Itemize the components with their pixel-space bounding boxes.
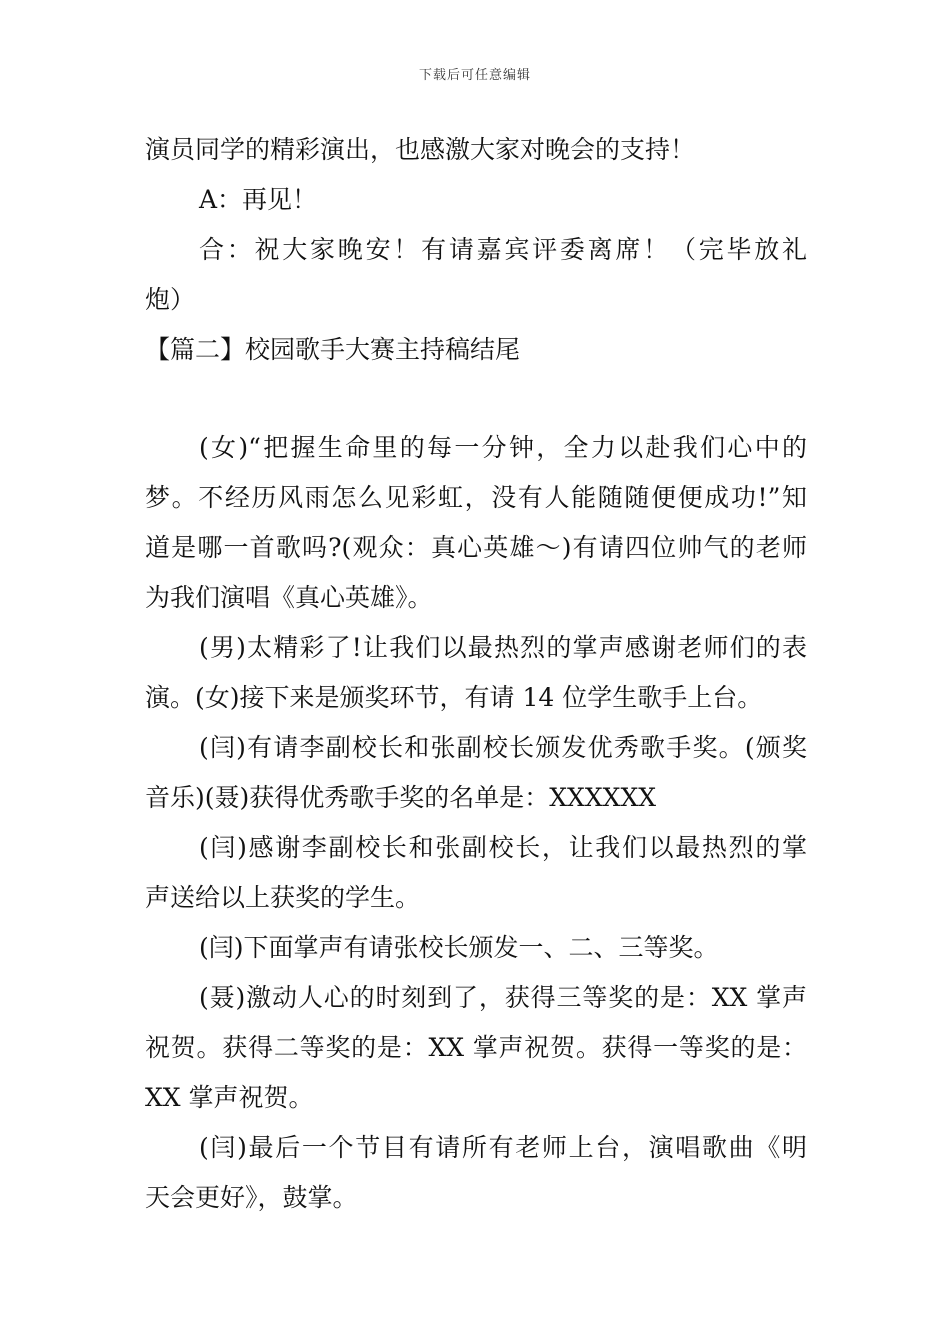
paragraph-line: (女)“把握生命里的每一分钟，全力以赴我们心中的 [199,433,807,462]
paragraph-line: 天会更好》，鼓掌。 [145,1183,358,1212]
paragraph-line: (闫)下面掌声有请张校长颁发一、二、三等奖。 [199,933,719,962]
paragraph-line: 道是哪一首歌吗?(观众：真心英雄～)有请四位帅气的老师 [145,533,807,562]
paragraph-line: 为我们演唱《真心英雄》。 [145,583,433,612]
paragraph-line: 音乐)(聂)获得优秀歌手奖的名单是：XXXXXX [145,783,657,812]
paragraph-line: 合：祝大家晚安！有请嘉宾评委离席！（完毕放礼 [199,235,807,264]
paragraph-line: (闫)有请李副校长和张副校长颁发优秀歌手奖。(颁奖 [199,733,807,762]
paragraph-line: 声送给以上获奖的学生。 [145,883,421,912]
paragraph-line: 祝贺。获得二等奖的是：XX 掌声祝贺。获得一等奖的是： [145,1033,807,1062]
paragraph-line: (闫)感谢李副校长和张副校长，让我们以最热烈的掌 [199,833,807,862]
paragraph-line: XX 掌声祝贺。 [145,1083,314,1112]
blank-line [145,378,807,426]
paragraph-line: (闫)最后一个节目有请所有老师上台，演唱歌曲《明 [199,1133,807,1162]
paragraph-line: (聂)激动人心的时刻到了，获得三等奖的是：XX 掌声 [199,983,807,1012]
paragraph-line: (男)太精彩了!让我们以最热烈的掌声感谢老师们的表 [199,633,807,662]
page-header-note: 下载后可任意编辑 [418,68,531,83]
section-heading: 【篇二】校园歌手大赛主持稿结尾 [145,335,521,364]
paragraph-line: 炮） [145,285,196,314]
paragraph-line: 梦。不经历风雨怎么见彩虹，没有人能随随便便成功!”知 [145,483,807,512]
paragraph-line: 演。(女)接下来是颁奖环节，有请 14 位学生歌手上台。 [145,683,763,712]
paragraph-line: 演员同学的精彩演出，也感激大家对晚会的支持！ [145,135,696,164]
document-body [145,128,807,1226]
paragraph-line: A：再见！ [199,185,318,214]
